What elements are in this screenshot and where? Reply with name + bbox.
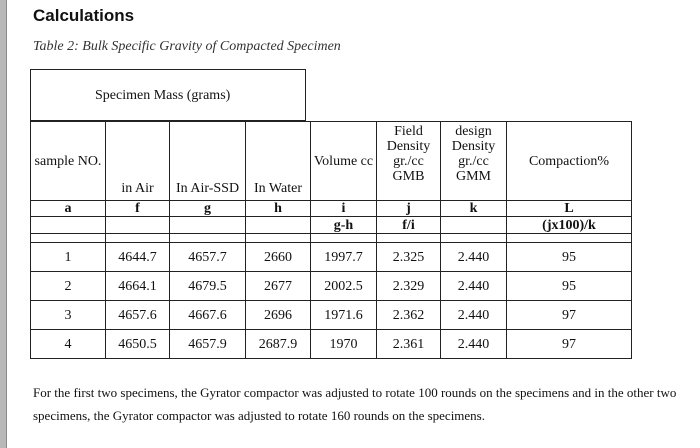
section-heading: Calculations bbox=[33, 6, 135, 25]
formula-cell bbox=[246, 217, 311, 234]
letter-cell: k bbox=[441, 201, 507, 217]
formula-cell: f/i bbox=[377, 217, 441, 234]
spacer-row bbox=[31, 234, 632, 243]
left-border-strip bbox=[0, 0, 7, 448]
table-row: 4 4650.5 4657.9 2687.9 1970 2.361 2.440 97 bbox=[31, 330, 632, 359]
letter-cell: i bbox=[311, 201, 377, 217]
letter-cell: j bbox=[377, 201, 441, 217]
specimen-mass-group-header bbox=[30, 69, 306, 121]
table-row: 1 4644.7 4657.7 2660 1997.7 2.325 2.440 95 bbox=[31, 243, 632, 272]
header-row bbox=[31, 122, 632, 201]
letter-row bbox=[31, 201, 632, 217]
table-row: 2 4664.1 4679.5 2677 2002.5 2.329 2.440 95 bbox=[31, 272, 632, 301]
bulk-specific-gravity-table bbox=[30, 121, 632, 359]
formula-cell bbox=[170, 217, 246, 234]
letter-cell: a bbox=[31, 201, 106, 217]
letter-cell: h bbox=[246, 201, 311, 217]
col-header-in-air-ssd: In Air-SSD bbox=[170, 122, 246, 201]
specimen-mass-label: Specimen Mass (grams) bbox=[95, 88, 231, 103]
specimen-note: For the first two specimens, the Gyrator compactor was adjusted to rotate 100 rounds on the specimens and in the other two specimens, the Gyrator compactor was adjusted to rotate 160 rounds on the specimens. bbox=[33, 385, 677, 423]
col-header-in-air: in Air bbox=[106, 122, 170, 201]
col-header-volume: Volume cc bbox=[311, 122, 377, 201]
table-caption: Table 2: Bulk Specific Gravity of Compacted Specimen bbox=[33, 39, 341, 54]
col-header-sample-no: sample NO. bbox=[31, 122, 106, 201]
formula-cell bbox=[31, 217, 106, 234]
formula-cell: (jx100)/k bbox=[507, 217, 632, 234]
letter-cell: f bbox=[106, 201, 170, 217]
letter-cell: g bbox=[170, 201, 246, 217]
col-header-field-density: Field Density gr./cc GMB bbox=[377, 122, 441, 201]
formula-cell bbox=[106, 217, 170, 234]
formula-cell bbox=[441, 217, 507, 234]
col-header-design-density: design Density gr./cc GMM bbox=[441, 122, 507, 201]
letter-cell: L bbox=[507, 201, 632, 217]
col-header-compaction: Compaction% bbox=[507, 122, 632, 201]
table-row: 3 4657.6 4667.6 2696 1971.6 2.362 2.440 97 bbox=[31, 301, 632, 330]
col-header-in-water: In Water bbox=[246, 122, 311, 201]
formula-row bbox=[31, 217, 632, 234]
formula-cell: g-h bbox=[311, 217, 377, 234]
